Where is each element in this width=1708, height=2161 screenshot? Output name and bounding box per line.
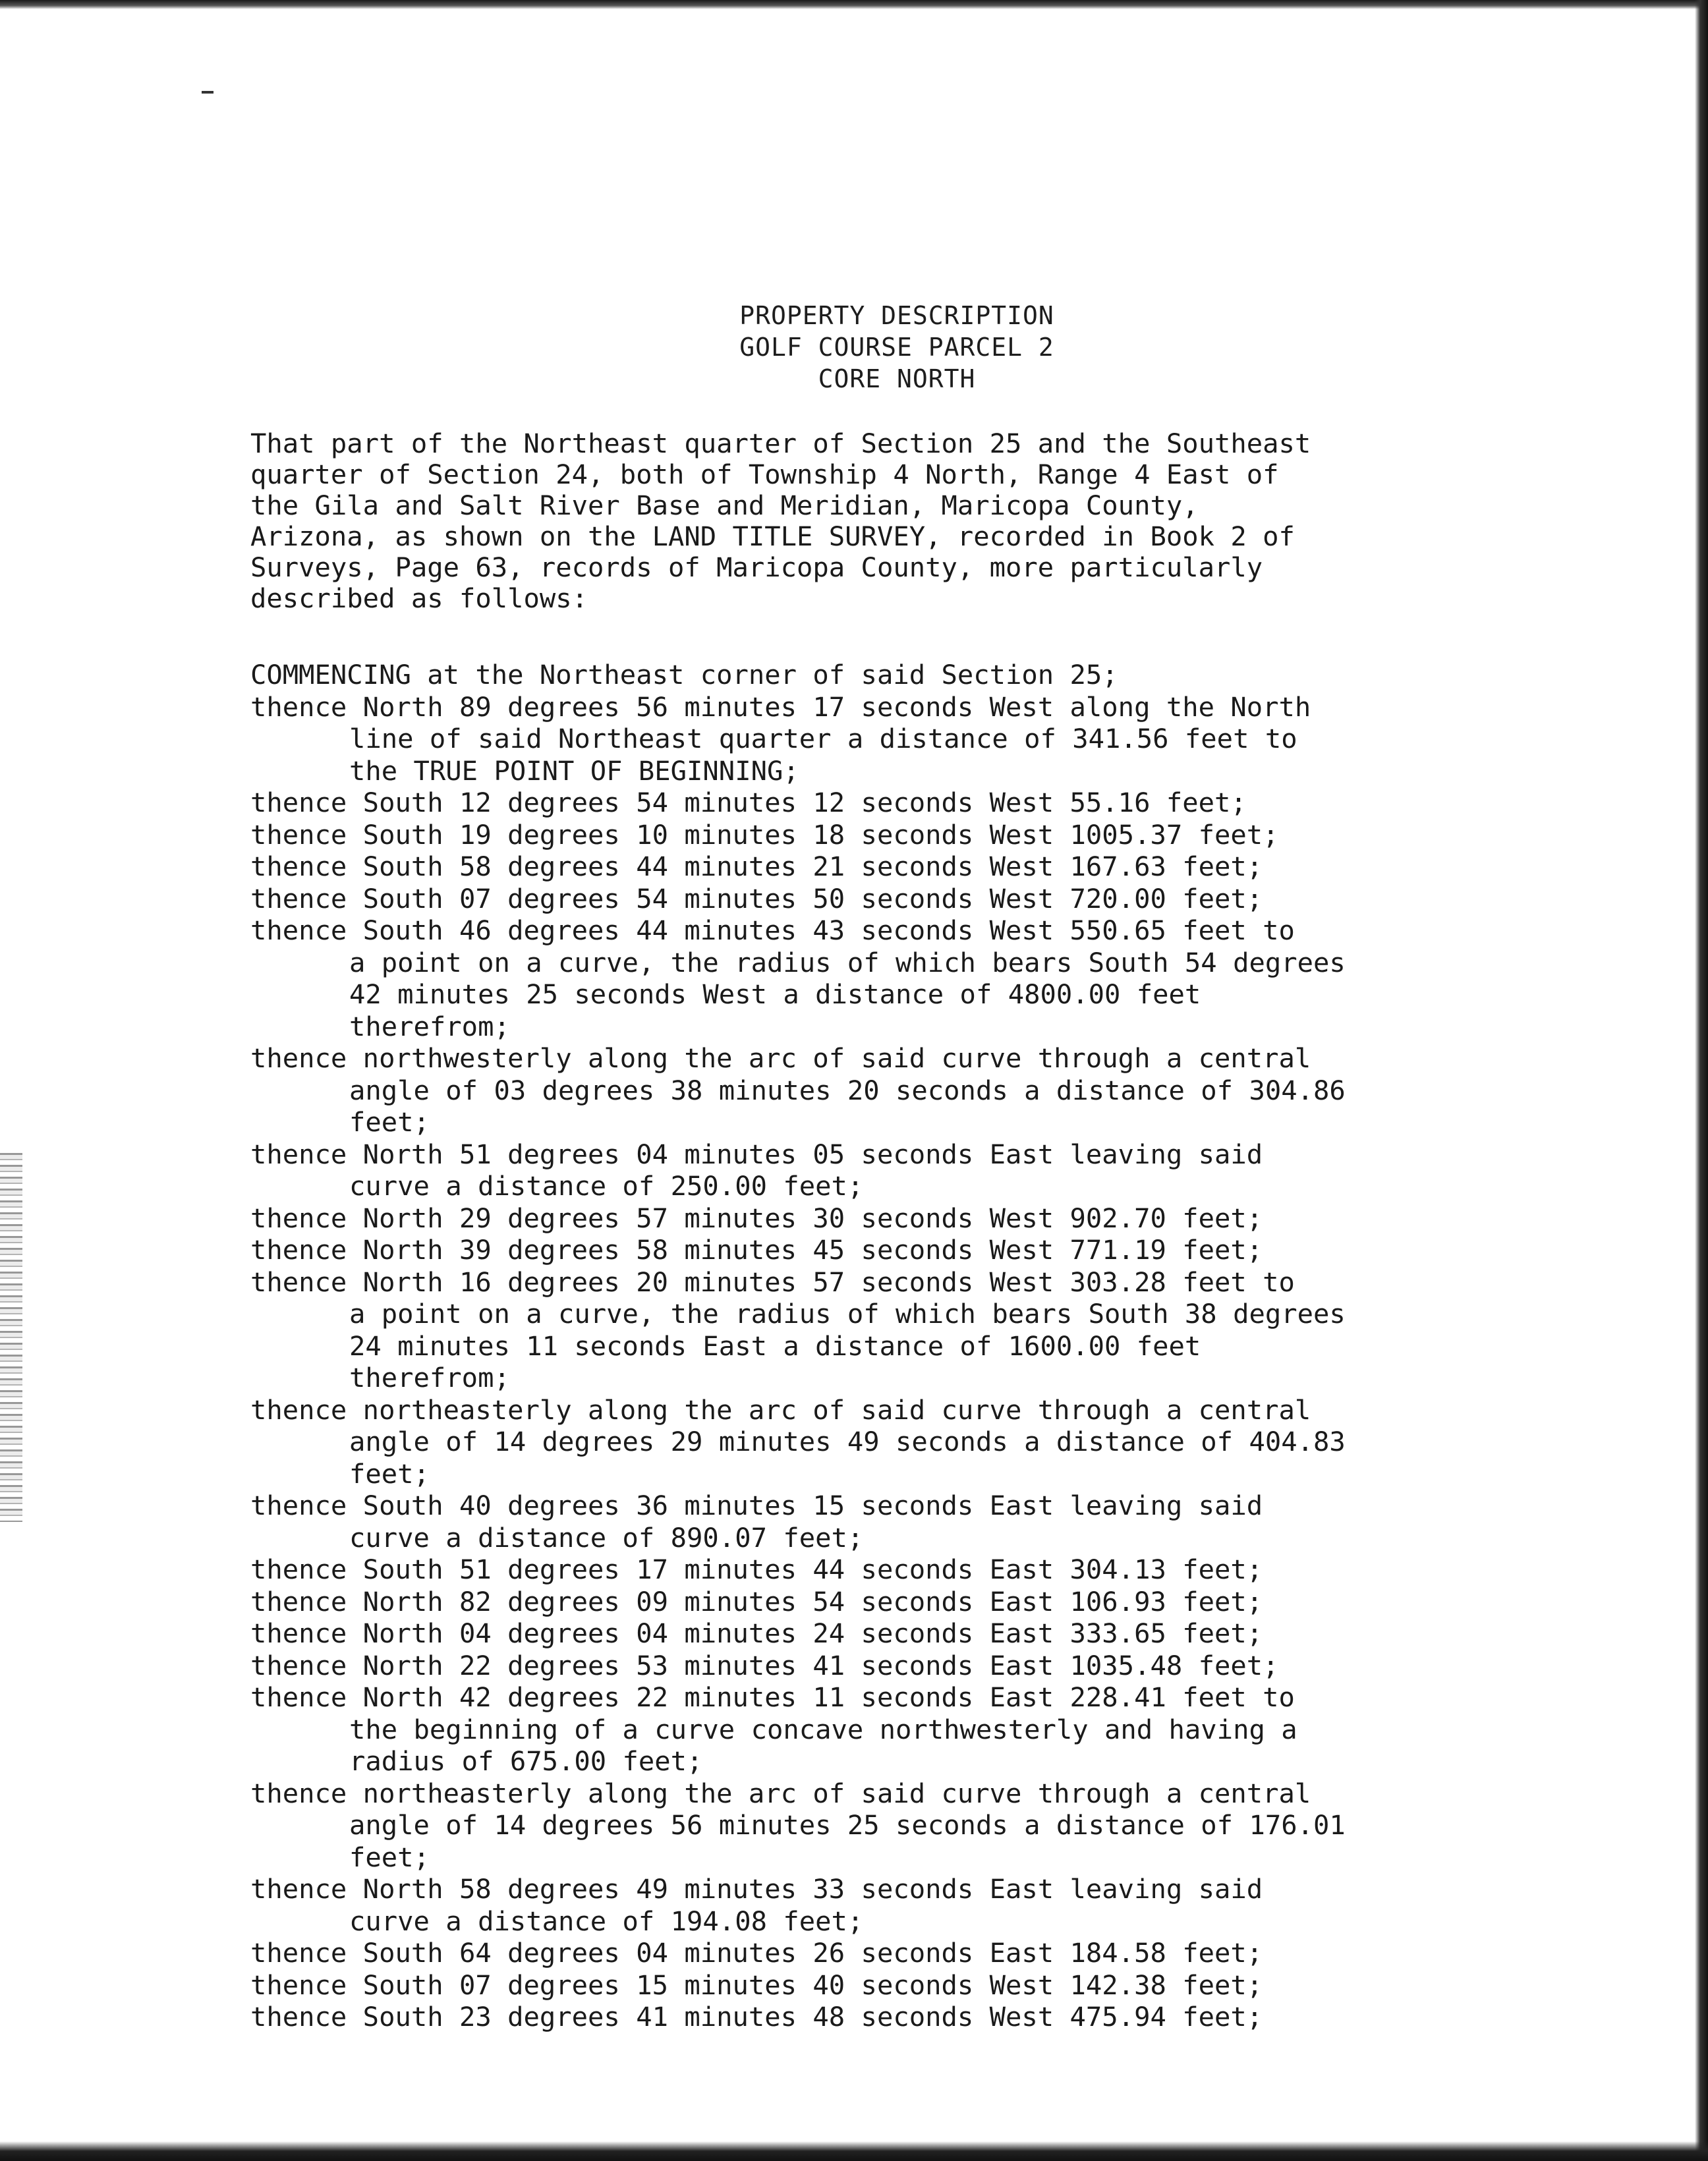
- course-line: thence South 46 degrees 44 minutes 43 seconds West 550.65 feet to: [250, 914, 1295, 946]
- intro-line: described as follows:: [250, 582, 588, 614]
- course-continuation-line: angle of 14 degrees 56 minutes 25 seconds a distance of 176.01: [349, 1809, 1346, 1841]
- course-continuation-line: a point on a curve, the radius of which bears South 38 degrees: [349, 1298, 1346, 1330]
- course-line: thence North 04 degrees 04 minutes 24 seconds East 333.65 feet;: [250, 1617, 1263, 1649]
- course-continuation-line: the TRUE POINT OF BEGINNING;: [349, 754, 799, 787]
- course-line: thence South 19 degrees 10 minutes 18 seconds West 1005.37 feet;: [250, 818, 1279, 851]
- course-continuation-line: curve a distance of 890.07 feet;: [349, 1521, 864, 1554]
- course-line: thence North 89 degrees 56 minutes 17 seconds West along the North: [250, 690, 1311, 723]
- scan-edge-bottom: [0, 2141, 1708, 2161]
- course-continuation-line: feet;: [349, 1106, 430, 1138]
- course-line: thence northeasterly along the arc of said curve through a central: [250, 1393, 1311, 1426]
- course-continuation-line: angle of 14 degrees 29 minutes 49 seconds a distance of 404.83: [349, 1426, 1346, 1457]
- course-continuation-line: curve a distance of 250.00 feet;: [349, 1170, 864, 1202]
- course-line: thence North 82 degrees 09 minutes 54 seconds East 106.93 feet;: [250, 1585, 1263, 1617]
- course-line: thence South 58 degrees 44 minutes 21 seconds West 167.63 feet;: [250, 851, 1263, 882]
- scan-speck: [202, 91, 214, 94]
- course-line: thence North 29 degrees 57 minutes 30 seconds West 902.70 feet;: [250, 1202, 1263, 1234]
- course-continuation-line: angle of 03 degrees 38 minutes 20 seconds a distance of 304.86: [349, 1074, 1346, 1106]
- course-line: thence North 39 degrees 58 minutes 45 seconds West 771.19 feet;: [250, 1234, 1263, 1266]
- course-line: thence North 22 degrees 53 minutes 41 seconds East 1035.48 feet;: [250, 1649, 1279, 1681]
- course-line: COMMENCING at the Northeast corner of said Section 25;: [250, 659, 1118, 690]
- scan-edge-left: [0, 1153, 22, 1522]
- course-continuation-line: therefrom;: [349, 1010, 510, 1042]
- intro-paragraph: [250, 428, 1522, 614]
- course-line: thence North 16 degrees 20 minutes 57 seconds West 303.28 feet to: [250, 1266, 1295, 1298]
- course-line: thence North 58 degrees 49 minutes 33 seconds East leaving said: [250, 1873, 1263, 1905]
- legal-description-courses: [250, 659, 1522, 2033]
- document-header: [0, 300, 1708, 395]
- course-continuation-line: feet;: [349, 1457, 430, 1490]
- intro-line: quarter of Section 24, both of Township 4 North, Range 4 East of: [250, 459, 1279, 490]
- course-continuation-line: curve a distance of 194.08 feet;: [349, 1905, 864, 1937]
- intro-line: That part of the Northeast quarter of Section 25 and the Southeast: [250, 428, 1311, 459]
- course-continuation-line: a point on a curve, the radius of which bears South 54 degrees: [349, 946, 1346, 978]
- header-title: PROPERTY DESCRIPTION: [739, 301, 1054, 330]
- intro-line: the Gila and Salt River Base and Meridian, Maricopa County,: [250, 490, 1199, 521]
- course-line: thence South 23 degrees 41 minutes 48 seconds West 475.94 feet;: [250, 2001, 1263, 2033]
- course-continuation-line: the beginning of a curve concave northwesterly and having a: [349, 1713, 1297, 1745]
- course-continuation-line: 24 minutes 11 seconds East a distance of 1600.00 feet: [349, 1330, 1201, 1362]
- course-continuation-line: 42 minutes 25 seconds West a distance of 4800.00 feet: [349, 978, 1201, 1010]
- intro-line: Arizona, as shown on the LAND TITLE SURVEY, recorded in Book 2 of: [250, 520, 1295, 552]
- course-line: thence North 42 degrees 22 minutes 11 seconds East 228.41 feet to: [250, 1681, 1295, 1713]
- course-continuation-line: therefrom;: [349, 1362, 510, 1393]
- course-line: thence North 51 degrees 04 minutes 05 seconds East leaving said: [250, 1138, 1263, 1170]
- course-line: thence northeasterly along the arc of said curve through a central: [250, 1777, 1311, 1809]
- course-line: thence South 07 degrees 15 minutes 40 seconds West 142.38 feet;: [250, 1969, 1263, 2001]
- course-continuation-line: line of said Northeast quarter a distance of 341.56 feet to: [349, 723, 1297, 754]
- course-continuation-line: feet;: [349, 1841, 430, 1873]
- intro-line: Surveys, Page 63, records of Maricopa County, more particularly: [250, 551, 1263, 583]
- course-line: thence South 07 degrees 54 minutes 50 seconds West 720.00 feet;: [250, 882, 1263, 914]
- scan-edge-top: [0, 0, 1708, 9]
- course-line: thence South 40 degrees 36 minutes 15 seconds East leaving said: [250, 1490, 1263, 1521]
- header-area: CORE NORTH: [818, 364, 976, 393]
- course-line: thence South 12 degrees 54 minutes 12 seconds West 55.16 feet;: [250, 787, 1247, 818]
- course-line: thence South 64 degrees 04 minutes 26 seconds East 184.58 feet;: [250, 1937, 1263, 1969]
- course-line: thence South 51 degrees 17 minutes 44 seconds East 304.13 feet;: [250, 1554, 1263, 1585]
- course-line: thence northwesterly along the arc of said curve through a central: [250, 1042, 1311, 1074]
- header-parcel: GOLF COURSE PARCEL 2: [739, 333, 1054, 362]
- course-continuation-line: radius of 675.00 feet;: [349, 1745, 703, 1777]
